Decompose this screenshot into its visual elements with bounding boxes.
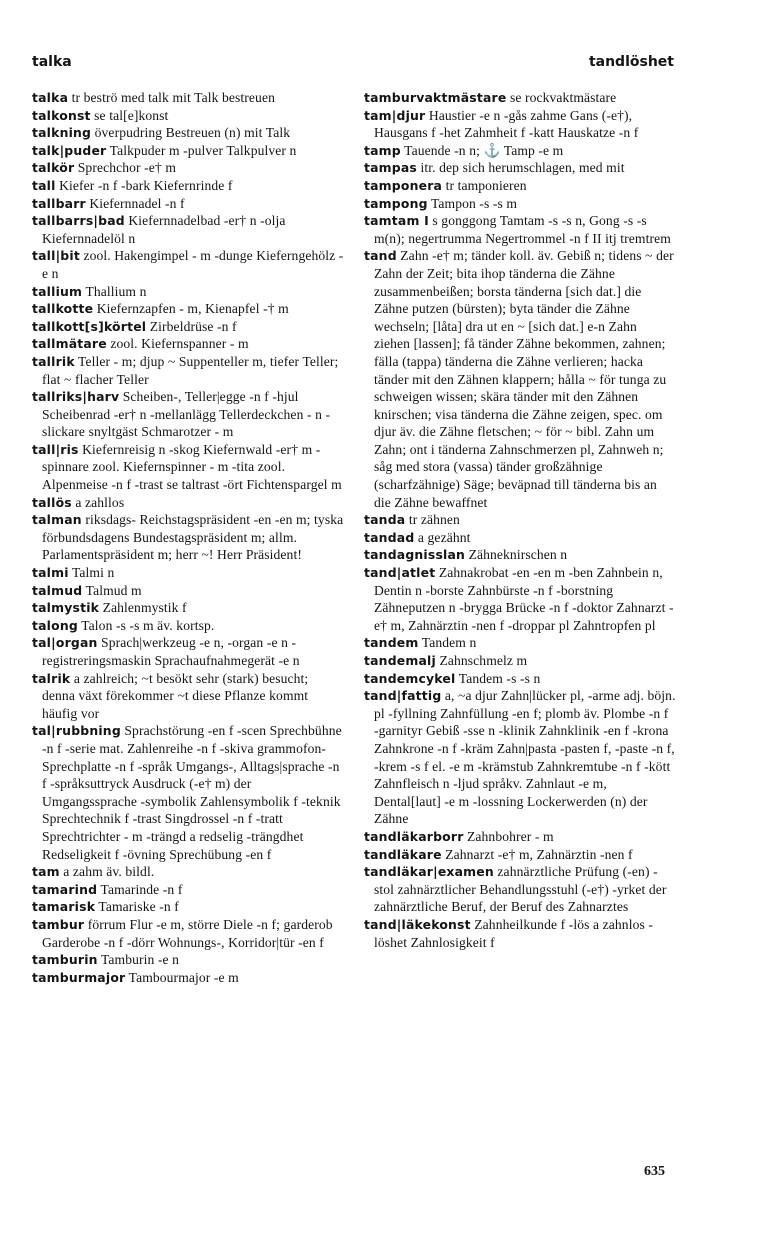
entry-definition: Kiefernnadel -n f bbox=[89, 195, 185, 211]
dictionary-entry bbox=[32, 951, 344, 969]
dictionary-entry bbox=[32, 599, 344, 617]
dictionary-entry bbox=[32, 582, 344, 600]
entry-definition: Tandem n bbox=[421, 635, 477, 651]
entry-headword: tallbarr bbox=[32, 195, 86, 211]
left-column bbox=[32, 89, 344, 986]
entry-definition: a gezähnt bbox=[417, 529, 471, 545]
dictionary-entry bbox=[32, 247, 344, 282]
dictionary-entry bbox=[32, 335, 344, 353]
dictionary-entry bbox=[32, 89, 344, 107]
entry-headword: tall|bit bbox=[32, 248, 80, 264]
entry-headword: talong bbox=[32, 617, 78, 633]
entry-definition: Tampon -s -s m bbox=[430, 195, 518, 211]
entry-definition: se rockvaktmästare bbox=[509, 90, 617, 105]
entry-definition: a zahlreich; ~t besökt sehr (stark) besucht; denna växt förekommer ~t diese Pflanze kommt häufig vor bbox=[42, 670, 309, 721]
entry-headword: tal|organ bbox=[32, 635, 98, 651]
entry-definition: a zahm äv. bildl. bbox=[63, 864, 155, 880]
dictionary-entry bbox=[32, 195, 344, 213]
entry-definition: tr tamponieren bbox=[445, 177, 527, 193]
entry-definition: itr. dep sich herumschlagen, med mit bbox=[420, 160, 625, 176]
dictionary-entry bbox=[32, 212, 344, 247]
entry-headword: talmi bbox=[32, 565, 69, 581]
entry-headword: tand|fattig bbox=[364, 688, 442, 704]
entry-headword: tamarind bbox=[32, 881, 98, 897]
entry-headword: tam|djur bbox=[364, 107, 426, 123]
entry-definition: Talmi n bbox=[71, 565, 115, 581]
dictionary-entry bbox=[364, 159, 676, 177]
dictionary-entry bbox=[32, 634, 344, 669]
entry-headword: talkning bbox=[32, 125, 92, 141]
entry-headword: tallmätare bbox=[32, 336, 107, 352]
entry-headword: tallium bbox=[32, 283, 83, 299]
dictionary-entry bbox=[32, 898, 344, 916]
header-last-word: tandlöshet bbox=[588, 54, 674, 70]
entry-definition: Haustier -e n -gås zahme Gans (-e†), Hausgans f -het Zahmheit f -katt Hauskatze -n f bbox=[374, 107, 639, 141]
dictionary-entry bbox=[32, 617, 344, 635]
page-number: 635 bbox=[644, 1164, 665, 1179]
dictionary-entry bbox=[32, 969, 344, 987]
entry-headword: tall|ris bbox=[32, 441, 79, 457]
entry-definition: Tamburin -e n bbox=[100, 952, 180, 968]
entry-headword: tandem bbox=[364, 635, 419, 651]
dictionary-entry bbox=[364, 142, 676, 160]
dictionary-entry bbox=[364, 687, 676, 828]
entry-headword: tamtam I bbox=[364, 213, 429, 229]
dictionary-entry bbox=[364, 511, 676, 529]
entry-headword: talmystik bbox=[32, 600, 100, 616]
dictionary-entry bbox=[32, 353, 344, 388]
entry-headword: tamp bbox=[364, 142, 401, 158]
entry-headword: talkonst bbox=[32, 107, 91, 123]
entry-definition: a, ~a djur Zahn|lücker pl, -arme adj. böjn. pl -fyllning Zahnfüllung -en f; plomb äv. Plombe -n f -garnityr Gebiß -sse n -klinik Zahnklinik -en f -krona Zahnkrone -n f -kräm Zahn|pasta -pasten f, -paste -n f, -krem -s f el. -e m -krämstub Zahnkremtube -n f -kött Zahnfleisch n -ljud språkv. Zahnlaut -e m, Dental[laut] -e m -lossning Lockerwerden (n) der Zähne bbox=[374, 688, 676, 827]
entry-definition: Scheiben-, Teller|egge -n f -hjul Scheibenrad -er† n -mellanlägg Tellerdeckchen - n -slickare snyltgäst Schmarotzer - m bbox=[42, 389, 331, 440]
entry-headword: talrik bbox=[32, 670, 71, 686]
entry-definition: Tamariske -n f bbox=[98, 899, 179, 915]
entry-headword: tall bbox=[32, 177, 56, 193]
dictionary-entry bbox=[32, 177, 344, 195]
dictionary-entry bbox=[32, 494, 344, 512]
entry-definition: Tandem -s -s n bbox=[458, 670, 541, 686]
dictionary-entry bbox=[32, 722, 344, 863]
dictionary-entry bbox=[364, 177, 676, 195]
dictionary-entry bbox=[32, 300, 344, 318]
entry-headword: tamponera bbox=[364, 177, 443, 193]
entry-headword: tallbarrs|bad bbox=[32, 213, 125, 229]
entry-headword: tamburmajor bbox=[32, 969, 126, 985]
entry-headword: tand|atlet bbox=[364, 565, 436, 581]
entry-definition: Teller - m; djup ~ Suppenteller m, tiefer Teller; flat ~ flacher Teller bbox=[42, 353, 339, 387]
entry-headword: tandläkar|examen bbox=[364, 864, 494, 880]
dictionary-entry bbox=[32, 511, 344, 564]
entry-headword: tamburin bbox=[32, 952, 98, 968]
entry-definition: se tal[e]konst bbox=[94, 107, 169, 123]
entry-definition: Kiefer -n f -bark Kiefernrinde f bbox=[59, 177, 233, 193]
dictionary-entry bbox=[32, 388, 344, 441]
entry-headword: tandagnisslan bbox=[364, 547, 466, 563]
entry-definition: Zahnakrobat -en -en m -ben Zahnbein n, Dentin n -borste Zahnbürste -n f -borstning Zähneputzen n -brygga Brücke -n f -doktor Zahnarzt -e† m, Zahnärztin -nen f -droppar pl Zahntropfen pl bbox=[374, 565, 674, 633]
dictionary-entry bbox=[364, 107, 676, 142]
entry-headword: tamarisk bbox=[32, 899, 96, 915]
dictionary-entry bbox=[364, 546, 676, 564]
dictionary-entry bbox=[32, 142, 344, 160]
dictionary-entry bbox=[364, 529, 676, 547]
entry-definition: Zahnschmelz m bbox=[439, 653, 528, 668]
entry-definition: zool. Hakengimpel - m -dunge Kieferngehölz -e n bbox=[42, 248, 344, 281]
entry-headword: tandläkarborr bbox=[364, 828, 464, 844]
entry-headword: tampas bbox=[364, 160, 418, 176]
entry-definition: tr zähnen bbox=[408, 512, 460, 528]
entry-definition: Talkpuder m -pulver Talkpulver n bbox=[109, 142, 297, 158]
header-first-word: talka bbox=[32, 54, 72, 70]
dictionary-entry bbox=[32, 107, 344, 125]
entry-headword: tand|läkekonst bbox=[364, 916, 471, 932]
entry-headword: tand bbox=[364, 248, 397, 264]
dictionary-entry bbox=[32, 283, 344, 301]
entry-definition: Sprach|werkzeug -e n, -organ -e n -registreringsmaskin Sprachaufnahmegerät -e n bbox=[42, 635, 300, 668]
entry-definition: tr beströ med talk mit Talk bestreuen bbox=[71, 90, 275, 105]
dictionary-entry bbox=[364, 212, 676, 247]
dictionary-entry bbox=[364, 247, 676, 511]
entry-definition: a zahllos bbox=[75, 494, 125, 510]
dictionary-entry bbox=[364, 846, 676, 864]
dictionary-entry bbox=[364, 634, 676, 652]
dictionary-entry bbox=[364, 828, 676, 846]
dictionary-entry bbox=[364, 916, 676, 951]
entry-headword: talman bbox=[32, 512, 82, 528]
dictionary-entry bbox=[364, 670, 676, 688]
entry-definition: Kiefernnadelbad -er† n -olja Kiefernnadelöl n bbox=[42, 213, 286, 246]
dictionary-entry bbox=[32, 916, 344, 951]
dictionary-entry bbox=[364, 195, 676, 213]
entry-definition: Zahlenmystik f bbox=[102, 600, 187, 616]
dictionary-entry bbox=[32, 159, 344, 177]
entry-headword: tampong bbox=[364, 195, 428, 211]
entry-headword: tam bbox=[32, 864, 60, 880]
entry-headword: tallös bbox=[32, 494, 72, 510]
entry-headword: tandläkare bbox=[364, 846, 442, 862]
dictionary-entry bbox=[364, 863, 676, 916]
entry-headword: tallkott[s]körtel bbox=[32, 318, 147, 334]
entry-definition: Tauende -n n; ⚓ Tamp -e m bbox=[404, 142, 564, 158]
entry-definition: Sprechchor -e† m bbox=[77, 160, 176, 176]
dictionary-entry bbox=[32, 441, 344, 494]
entry-definition: zool. Kiefernspanner - m bbox=[110, 336, 249, 352]
dictionary-entry bbox=[32, 863, 344, 881]
dictionary-entry bbox=[32, 670, 344, 723]
right-column bbox=[364, 89, 676, 951]
dictionary-entry bbox=[32, 881, 344, 899]
entry-definition: Zahnbohrer - m bbox=[467, 828, 554, 844]
entry-definition: s gonggong Tamtam -s -s n, Gong -s -s m(n); negertrumma Negertrommel -n f II itj tremtrem bbox=[374, 213, 671, 246]
dictionary-entry bbox=[32, 124, 344, 142]
entry-headword: tamburvaktmästare bbox=[364, 90, 507, 105]
entry-definition: Zahnarzt -e† m, Zahnärztin -nen f bbox=[445, 846, 633, 862]
entry-definition: Zahnheilkunde f -lös a zahnlos -löshet Zahnlosigkeit f bbox=[374, 916, 653, 950]
entry-headword: tandad bbox=[364, 529, 415, 545]
entry-headword: talk|puder bbox=[32, 142, 107, 158]
dictionary-entry bbox=[364, 89, 676, 107]
entry-definition: Zähneknirschen n bbox=[468, 547, 568, 563]
entry-definition: överpudring Bestreuen (n) mit Talk bbox=[94, 125, 291, 141]
entry-definition: riksdags- Reichstagspräsident -en -en m; tyska förbundsdagens Bundestagspräsident m; allm. Parlamentspräsident m; herr ~! Herr Präsident! bbox=[42, 512, 344, 563]
entry-headword: tallrik bbox=[32, 353, 75, 369]
entry-headword: tal|rubbning bbox=[32, 723, 121, 739]
entry-definition: Zahn -e† m; tänder koll. äv. Gebiß n; tidens ~ der Zahn der Zeit; bita ihop tänderna die Zähne zusammenbeißen; borsta tänderna [sich dat.] die Zähne putzen (bürsten); byta tänder die Zähne wechseln; [låta] dra ut en ~ [sich dat.] e-n Zahn ziehen [lassen]; få tänder Zähne bekommen, zahnen; fälla (tappa) tänderna die Zähne verlieren; hacka tänder mit den Zähnen klappern; hålla ~ för tunga zu schweigen wissen; skära tänder mit den Zähnen knirschen; visa tänderna die Zähne zeigen, spec. om djur äv. die Zähne fletschen; ~ för ~ bibl. Zahn um Zahn; ont i tänderna Zahnschmerzen pl, Zahnweh n; såg med stora (vassa) tänder großzähnige (scharfzähnige) Säge; beväpnad till tänderna bis an die Zähne bewaffnet bbox=[374, 248, 674, 510]
entry-definition: Kiefernzapfen - m, Kienapfel -† m bbox=[96, 301, 289, 317]
dictionary-entry bbox=[32, 318, 344, 336]
entry-definition: Talon -s -s m äv. kortsp. bbox=[81, 617, 215, 633]
entry-headword: tanda bbox=[364, 512, 406, 528]
entry-headword: talkör bbox=[32, 160, 75, 176]
entry-headword: tambur bbox=[32, 916, 85, 932]
entry-headword: tandemalj bbox=[364, 653, 436, 668]
dictionary-entry bbox=[364, 652, 676, 670]
entry-headword: talmud bbox=[32, 582, 83, 598]
entry-definition: zahnärztliche Prüfung (-en) -stol zahnärztlicher Behandlungsstuhl (-e†) -yrket der zahnärztliche Beruf, der Beruf des Zahnarztes bbox=[374, 864, 667, 915]
entry-definition: Zirbeldrüse -n f bbox=[149, 318, 237, 334]
entry-headword: talka bbox=[32, 90, 69, 105]
entry-definition: Sprachstörung -en f -scen Sprechbühne -n f -serie mat. Zahlenreihe -n f -skiva grammofon- Sprechplatte -n f -språk Umgangs-, Alltags|sprache -n f -språksuttryck Ausdruck (-e† m) der Umgangssprache -symbolik Zahlensymbolik f -teknik Sprechtechnik f -trast Singdrossel -n f -tratt Sprechtrichter - m -trängd a redselig -trängdhet Redseligkeit f -övning Sprechübung -en f bbox=[42, 723, 342, 862]
entry-definition: Thallium n bbox=[85, 283, 147, 299]
entry-definition: Talmud m bbox=[85, 582, 142, 598]
running-header bbox=[32, 54, 674, 70]
entry-definition: Kiefernreisig n -skog Kiefernwald -er† m -spinnare zool. Kiefernspinner - m -tita zool. Alpenmeise -n f -trast se taltrast -ört Fichtenspargel m bbox=[42, 441, 342, 493]
entry-headword: tallkotte bbox=[32, 301, 94, 317]
entry-headword: tallriks|harv bbox=[32, 389, 120, 405]
entry-headword: tandemcykel bbox=[364, 670, 456, 686]
dictionary-entry bbox=[364, 564, 676, 634]
entry-definition: Tamarinde -n f bbox=[100, 881, 183, 897]
entry-definition: Tambourmajor -e m bbox=[128, 969, 239, 985]
dictionary-entry bbox=[32, 564, 344, 582]
entry-definition: förrum Flur -e m, större Diele -n f; garderob Garderobe -n f -dörr Wohnungs-, Korridor|tür -en f bbox=[42, 916, 333, 950]
